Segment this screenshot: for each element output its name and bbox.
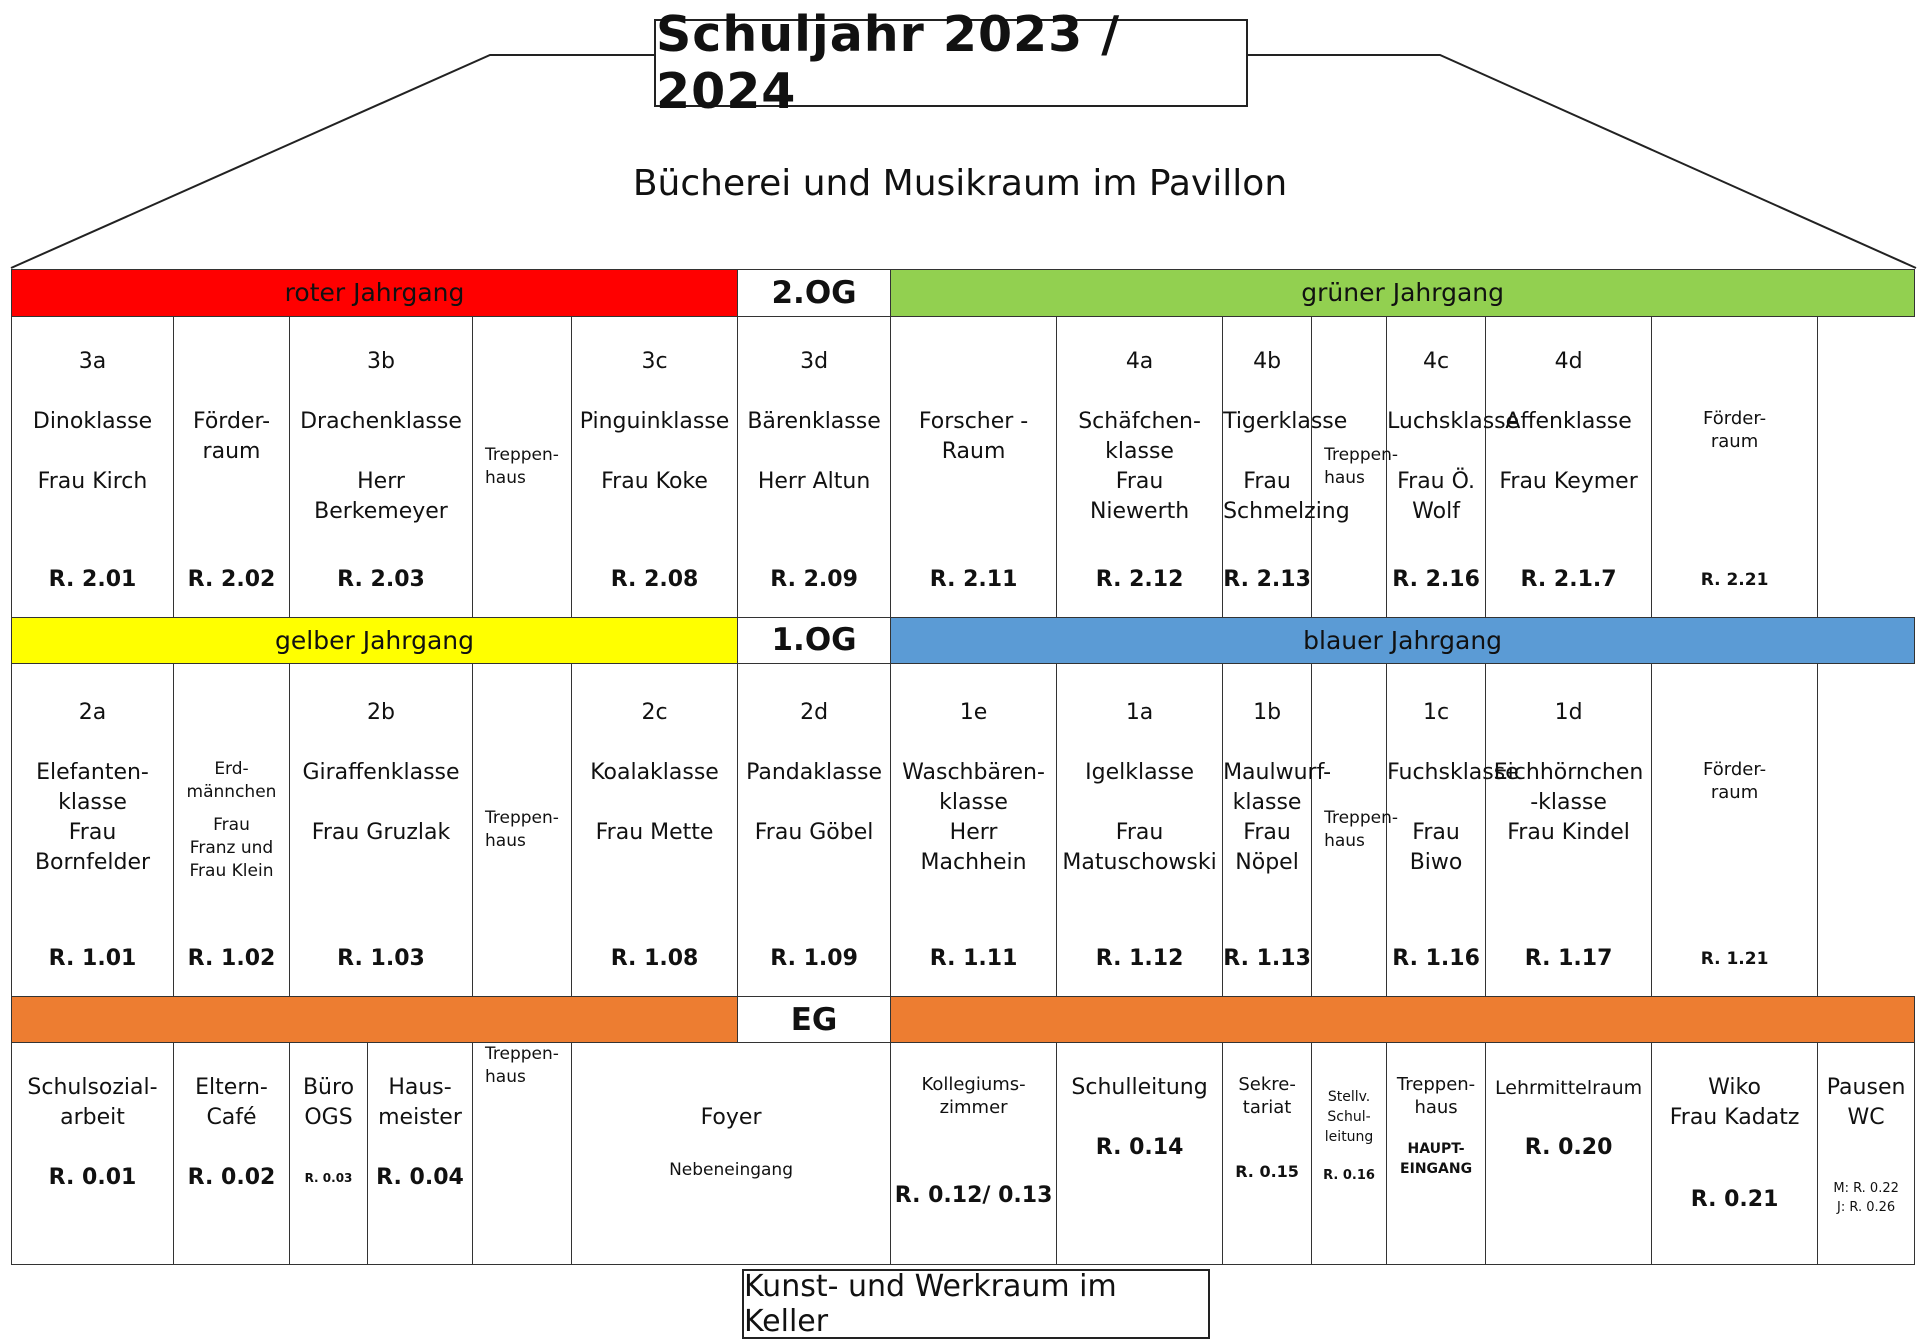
room-cell — [473, 664, 572, 996]
class-code: 2b — [367, 700, 395, 726]
room-cell — [1223, 1043, 1312, 1265]
room-cell — [572, 1043, 891, 1265]
room-number: R. 0.01 — [48, 1165, 137, 1191]
room-number: R. 1.16 — [1392, 945, 1480, 971]
room-cell — [1652, 664, 1818, 996]
room-cell — [891, 664, 1057, 996]
class-name: Förder- raum — [1703, 407, 1767, 452]
class-name: Schäfchen- klasse — [1078, 408, 1201, 464]
teacher-name: Frau Mette — [595, 820, 714, 846]
room-number: R. 1.09 — [770, 945, 858, 971]
band-eg-left — [12, 996, 738, 1043]
room-note: M: R. 0.22 J: R. 0.26 — [1833, 1181, 1899, 1216]
room-cell — [368, 1043, 473, 1265]
room-cell — [12, 1043, 174, 1265]
class-code: 3c — [641, 348, 668, 374]
room-number: R. 2.08 — [610, 566, 699, 592]
class-name: Luchsklasse — [1387, 408, 1520, 434]
room-number: R. 2.21 — [1700, 569, 1769, 590]
class-name: Förder- raum — [192, 408, 271, 464]
teacher-name: Herr Machhein — [920, 820, 1027, 876]
room-cell — [1486, 1043, 1652, 1265]
room-name: Pausen WC — [1826, 1075, 1906, 1131]
class-code: 3d — [800, 348, 829, 374]
staircase-label: Treppen- haus — [485, 444, 559, 488]
staircase-label: Treppen- haus — [1324, 808, 1398, 851]
class-name: Fuchsklasse — [1387, 760, 1519, 786]
room-number: R. 1.01 — [48, 945, 137, 971]
room-cell — [1223, 664, 1332, 996]
floor-label-1og: 1.OG — [738, 617, 891, 664]
band-gruener-jahrgang: grüner Jahrgang — [891, 270, 1915, 317]
room-name: Kollegiums- zimmer — [921, 1074, 1026, 1119]
class-code: 1b — [1253, 700, 1282, 726]
room-number: R. 1.11 — [929, 945, 1018, 971]
teacher-name: Frau Nöpel — [1235, 820, 1299, 876]
basement-note: Kunst- und Werkraum im Keller — [742, 1269, 1210, 1339]
room-name: Eltern- Café — [195, 1075, 268, 1131]
teacher-name: Frau Keymer — [1499, 468, 1638, 494]
teacher-name: Frau Göbel — [754, 820, 874, 846]
floor-label-eg: EG — [738, 996, 891, 1043]
class-name: Koalaklasse — [590, 760, 719, 786]
class-name: Igelklasse — [1085, 760, 1195, 786]
room-cell — [1652, 316, 1818, 617]
class-code: 1d — [1554, 700, 1583, 726]
class-code: 2c — [641, 700, 668, 726]
room-cell — [1057, 1043, 1223, 1265]
room-number: R. 2.16 — [1392, 566, 1480, 592]
class-name: Förder- raum — [1703, 759, 1767, 804]
class-code — [174, 698, 289, 728]
room-number: R. 2.03 — [337, 566, 425, 592]
teacher-name: Frau Ö. Wolf — [1397, 468, 1476, 524]
room-note: HAUPT- EINGANG — [1400, 1141, 1473, 1178]
room-cell — [473, 316, 572, 617]
band-eg-right — [891, 996, 1915, 1043]
class-name: Pinguinklasse — [579, 408, 730, 434]
room-number: R. 0.04 — [376, 1165, 464, 1191]
teacher-name: Frau Gruzlak — [311, 820, 451, 846]
teacher-name: Frau Biwo — [1409, 820, 1463, 876]
room-number: R. 0.20 — [1524, 1135, 1613, 1161]
teacher-name: Frau Kirch — [37, 468, 148, 494]
floor-label-2og: 2.OG — [738, 270, 891, 317]
class-code: 2a — [78, 700, 107, 726]
class-name: Waschbären- klasse — [902, 760, 1045, 816]
class-code: 3a — [78, 348, 107, 374]
teacher-name: Frau Niewerth — [1089, 468, 1190, 524]
room-cell — [290, 316, 473, 617]
room-number: R. 2.02 — [187, 566, 276, 592]
room-cell — [572, 316, 738, 617]
room-number: R. 1.21 — [1700, 948, 1769, 969]
room-name: Treppen- haus — [1396, 1074, 1476, 1119]
teacher-name: Frau Franz und Frau Klein — [189, 815, 274, 882]
room-name: Sekre- tariat — [1238, 1074, 1296, 1119]
class-code — [891, 347, 1056, 377]
room-name: Stellv. Schul- leitung — [1324, 1089, 1374, 1146]
room-cell — [1387, 316, 1520, 617]
room-note: Nebeneingang — [669, 1160, 793, 1181]
room-cell — [572, 664, 738, 996]
room-cell — [1486, 664, 1652, 996]
room-number: R. 1.12 — [1095, 945, 1184, 971]
room-number: R. 0.02 — [187, 1165, 276, 1191]
class-name: Dinoklasse — [32, 408, 153, 434]
class-code — [1652, 347, 1817, 377]
room-number: R. 2.01 — [48, 566, 137, 592]
teacher-name: Frau Bornfelder — [34, 820, 151, 876]
class-code: 4a — [1125, 348, 1154, 374]
room-number: R. 2.1.7 — [1520, 566, 1617, 592]
room-cell — [174, 1043, 290, 1265]
room-cell — [1223, 316, 1350, 617]
class-code: 1e — [959, 700, 988, 726]
room-number: R. 2.12 — [1095, 566, 1184, 592]
room-number: R. 0.15 — [1235, 1162, 1299, 1182]
class-code: 4b — [1253, 348, 1282, 374]
room-cell — [891, 1043, 1057, 1265]
room-cell — [1312, 316, 1398, 617]
room-cell — [738, 664, 891, 996]
class-name: Affenklasse — [1505, 408, 1632, 434]
band-gelber-jahrgang: gelber Jahrgang — [12, 617, 738, 664]
room-name: Büro OGS — [302, 1075, 355, 1131]
room-cell — [1312, 1043, 1387, 1265]
room-cell — [1312, 664, 1398, 996]
teacher-name: Frau Kindel — [1507, 820, 1630, 846]
room-cell — [1057, 664, 1223, 996]
class-code: 1c — [1423, 700, 1450, 726]
room-number: R. 0.21 — [1690, 1187, 1779, 1213]
staircase-label: Treppen- haus — [1324, 444, 1398, 488]
class-name: Tigerklasse — [1223, 408, 1348, 434]
room-cell — [12, 316, 174, 617]
room-number: R. 0.14 — [1095, 1135, 1184, 1161]
room-cell — [174, 664, 290, 996]
class-code: 1a — [1125, 700, 1154, 726]
room-cell — [1486, 316, 1652, 617]
class-code — [1652, 698, 1817, 728]
teacher-name: Frau Schmelzing — [1223, 468, 1350, 524]
room-cell — [1387, 1043, 1486, 1265]
class-name: Giraffenklasse — [302, 760, 460, 786]
page-title: Schuljahr 2023 / 2024 — [654, 19, 1248, 107]
room-cell — [290, 664, 473, 996]
room-number: R. 0.16 — [1323, 1168, 1375, 1184]
staircase-label: Treppen- haus — [485, 808, 559, 851]
room-cell — [1652, 1043, 1818, 1265]
band-blauer-jahrgang: blauer Jahrgang — [891, 617, 1915, 664]
class-code: 2d — [800, 700, 829, 726]
room-name: Lehrmittelraum — [1495, 1077, 1643, 1100]
class-name: Bärenklasse — [747, 408, 881, 434]
teacher-name: Frau Matuschowski — [1062, 820, 1217, 876]
room-cell — [12, 664, 174, 996]
floor-plan-table — [11, 269, 1915, 1265]
class-code: 3b — [367, 348, 395, 374]
room-number: R. 0.03 — [304, 1171, 353, 1186]
room-number: R. 1.17 — [1524, 945, 1613, 971]
class-name: Pandaklasse — [746, 760, 883, 786]
room-number: R. 0.12/ 0.13 — [894, 1183, 1053, 1209]
class-code — [174, 347, 289, 377]
room-cell — [1818, 1043, 1915, 1265]
room-number: R. 1.03 — [337, 945, 425, 971]
room-name: Foyer — [700, 1105, 762, 1131]
class-name: Drachenklasse — [300, 408, 462, 434]
class-name: Forscher - Raum — [918, 408, 1029, 464]
pavilion-note: Bücherei und Musikraum im Pavillon — [632, 163, 1288, 204]
teacher-name: Frau Koke — [601, 468, 708, 494]
class-name: Maulwurf- klasse — [1223, 760, 1332, 816]
room-name: Haus- meister — [378, 1075, 462, 1131]
room-name: Wiko Frau Kadatz — [1669, 1075, 1800, 1131]
room-cell — [473, 1043, 572, 1265]
teacher-name: Herr Berkemeyer — [314, 468, 448, 524]
class-code: 4d — [1554, 348, 1583, 374]
class-code: 4c — [1423, 348, 1450, 374]
class-name: Erd- männchen — [186, 759, 277, 803]
room-number: R. 1.13 — [1223, 945, 1311, 971]
room-number: R. 1.02 — [187, 945, 276, 971]
room-name: Schulsozial- arbeit — [27, 1075, 158, 1131]
room-cell — [1387, 664, 1519, 996]
room-number: R. 2.09 — [770, 566, 858, 592]
room-cell — [891, 316, 1057, 617]
teacher-name: Herr Altun — [757, 468, 871, 494]
room-name: Schulleitung — [1071, 1075, 1208, 1101]
room-cell — [290, 1043, 368, 1265]
class-name: Elefanten- klasse — [36, 760, 149, 816]
staircase-label: Treppen- haus — [485, 1044, 559, 1088]
class-name: Eichhörnchen -klasse — [1493, 760, 1644, 816]
room-number: R. 2.13 — [1223, 566, 1311, 592]
room-cell — [174, 316, 290, 617]
room-cell — [738, 316, 891, 617]
room-number: R. 1.08 — [610, 945, 699, 971]
room-cell — [1057, 316, 1223, 617]
band-roter-jahrgang: roter Jahrgang — [12, 270, 738, 317]
room-number: R. 2.11 — [929, 566, 1018, 592]
